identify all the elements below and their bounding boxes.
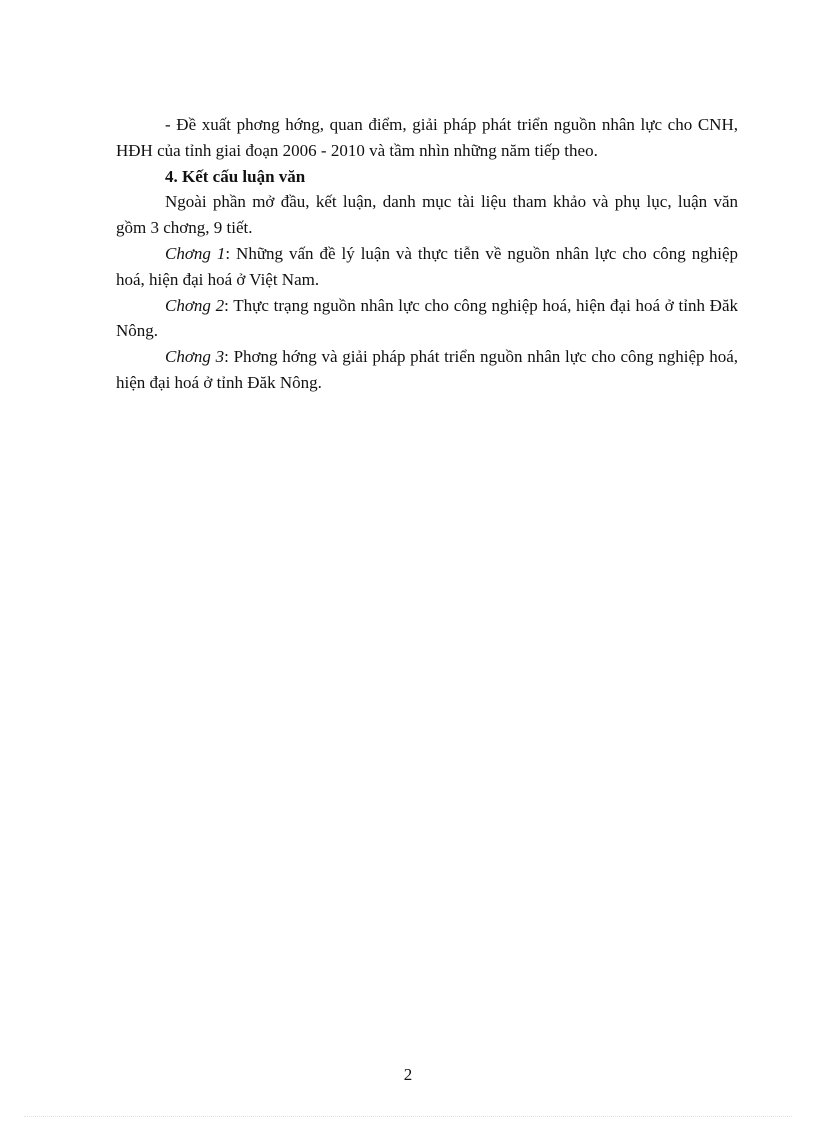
page-bottom-divider bbox=[24, 1116, 792, 1117]
chapter-2-paragraph bbox=[116, 293, 738, 345]
chapter-3-label: Chơng 3 bbox=[165, 347, 225, 367]
body-text bbox=[116, 112, 738, 396]
chapter-1-paragraph bbox=[116, 241, 738, 293]
chapter-3-text: : Phơng hớng và giải pháp phát triển nguồn nhân lực cho công nghiệp hoá, hiện đại hoá ở tỉnh Đăk Nông. bbox=[116, 347, 739, 392]
chapter-2-text: : Thực trạng nguồn nhân lực cho công nghiệp hoá, hiện đại hoá ở tỉnh Đăk Nông. bbox=[116, 295, 738, 341]
chapter-2-label: Chơng 2 bbox=[165, 295, 225, 315]
structure-intro-paragraph: Ngoài phần mở đầu, kết luận, danh mục tài liệu tham khảo và phụ lục, luận văn gồm 3 chơng, 9 tiết. bbox=[116, 192, 738, 238]
chapter-3-paragraph bbox=[116, 344, 738, 396]
section-heading-structure: 4. Kết cấu luận văn bbox=[165, 166, 306, 186]
chapter-1-label: Chơng 1 bbox=[165, 243, 226, 263]
proposal-paragraph: - Đề xuất phơng hớng, quan điểm, giải pháp phát triển nguồn nhân lực cho CNH, HĐH của tỉnh giai đoạn 2006 - 2010 và tầm nhìn những năm tiếp theo. bbox=[116, 115, 738, 160]
chapter-1-text: : Những vấn đề lý luận và thực tiễn về nguồn nhân lực cho công nghiệp hoá, hiện đại hoá ở Việt Nam. bbox=[116, 243, 738, 289]
page-number: 2 bbox=[403, 1065, 413, 1084]
